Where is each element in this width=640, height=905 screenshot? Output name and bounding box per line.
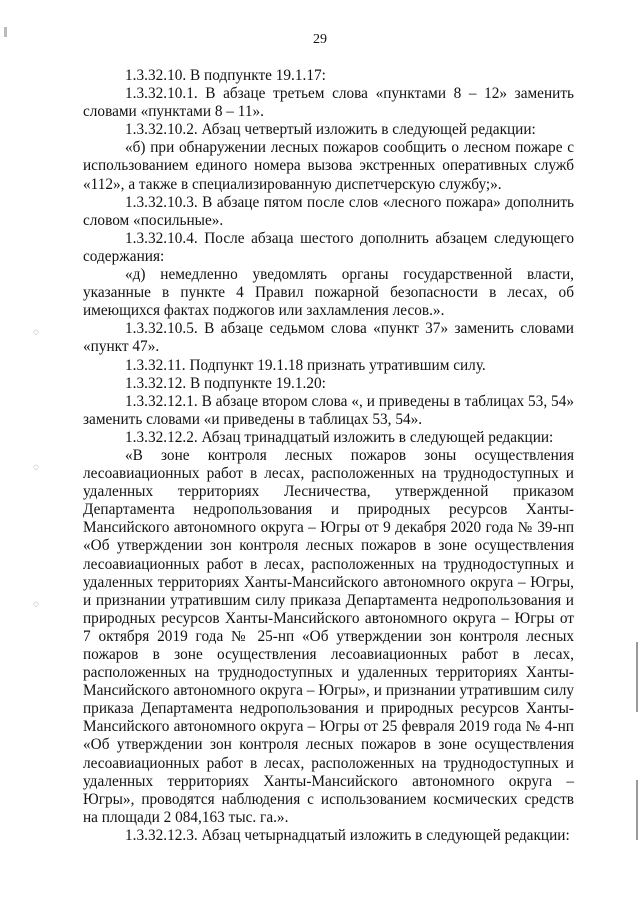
- paragraph: 1.3.32.12.3. Абзац четырнадцатый изложить в следующей редакции:: [125, 826, 570, 844]
- scan-edge-line: [636, 780, 638, 840]
- paragraph: 1.3.32.10.3. В абзаце пятом после слов «лесного пожара» дополнить словом «посильные».: [83, 193, 574, 229]
- paragraph: «б) при обнаружении лесных пожаров сообщить о лесном пожаре с использованием единого номера вызова экстренных оперативных служб «112», а также в специализированную диспетчерскую службу;».: [83, 139, 574, 193]
- paragraph: «В зоне контроля лесных пожаров зоны осуществления лесоавиационных работ в лесах, расположенных на труднодоступных и удаленных территориях Лесничества, утвержденной приказом Департамента недропользования и природных ресурсов Ханты-Мансийского автономного округа – Югры от 9 декабря 2020 года № 39-нп «Об утверждении зон контроля лесных пожаров в зоне осуществления лесоавиационных работ в лесах, расположенных на труднодоступных и удаленных территориях Ханты-Мансийского автономного округа – Югры, и признании утратившим силу приказа Департамента недропользования и природных ресурсов Ханты-Мансийского автономного округа – Югры от 7 октября 2019 года № 25-нп «Об утверждении зон контроля лесных пожаров в зоне осуществления лесоавиационных работ в лесах, расположенных на труднодоступных и удаленных территориях Ханты-Мансийского автономного округа – Югры», и признании утратившим силу приказа Департамента недропользования и природных ресурсов Ханты-Мансийского автономного округа – Югры от 25 февраля 2019 года № 4-нп «Об утверждении зон контроля лесных пожаров в зоне осуществления лесоавиационных работ в лесах, расположенных на труднодоступных и удаленных территориях Ханты-Мансийского автономного округа – Югры», проводятся наблюдения с использованием космических средств на площади 2 084,163 тыс. га.».: [83, 446, 574, 826]
- paragraph: 1.3.32.12.1. В абзаце втором слова «, и приведены в таблицах 53, 54» заменить словами «и приведены в таблицах 53, 54».: [83, 392, 574, 428]
- scan-edge-line: [636, 642, 638, 712]
- document-body: [83, 67, 574, 845]
- margin-stamp-icon: ◌: [33, 599, 39, 610]
- paragraph: 1.3.32.10. В подпункте 19.1.17:: [125, 67, 326, 84]
- paragraph: 1.3.32.10.1. В абзаце третьем слова «пунктами 8 – 12» заменить словами «пунктами 8 – 11».: [83, 85, 574, 121]
- paragraph: «д) немедленно уведомлять органы государственной власти, указанные в пункте 4 Правил пожарной безопасности в лесах, об имеющихся фактах поджогов или захламления лесов.».: [83, 266, 574, 320]
- paragraph: 1.3.32.10.5. В абзаце седьмом слова «пункт 37» заменить словами «пункт 47».: [83, 320, 574, 356]
- paragraph: 1.3.32.11. Подпункт 19.1.18 признать утратившим силу.: [125, 356, 486, 374]
- paragraph: 1.3.32.10.4. После абзаца шестого дополнить абзацем следующего содержания:: [83, 229, 574, 265]
- margin-stamp-icon: ◌: [33, 327, 39, 338]
- paragraph: 1.3.32.10.2. Абзац четвертый изложить в следующей редакции:: [125, 121, 536, 139]
- paragraph: 1.3.32.12.2. Абзац тринадцатый изложить в следующей редакции:: [125, 428, 554, 446]
- paragraph: 1.3.32.12. В подпункте 19.1.20:: [125, 374, 326, 392]
- margin-stamp-icon: ◌: [33, 462, 39, 473]
- page-number: 29: [313, 32, 327, 47]
